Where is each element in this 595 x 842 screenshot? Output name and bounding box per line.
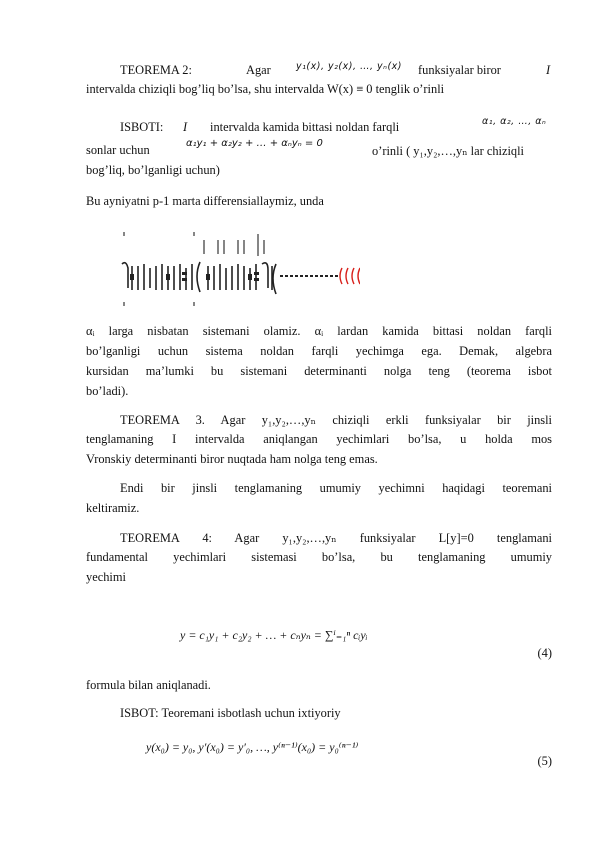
text-line: bo’lganligi uchun sistema noldan farqli yechimga ega. Demak, algebra [86,344,552,358]
text-line: fundamental yechimlari sistemasi bo’lsa, bu tenglamaning umumiy [86,550,552,564]
equation-number-5: (5) [537,754,552,768]
text-line: Endi bir jinsli tenglamaning umumiy yechimni haqidagi teoremani [120,481,552,495]
text-line: ISBOT: Teoremani isbotlash uchun ixtiyoriy [120,706,341,720]
symbol-I: I [183,120,188,134]
theorem-2-label: TEOREMA 2: [120,63,192,77]
text-line: bo’ladi). [86,384,129,398]
proof-label: ISBOTI: [120,120,164,134]
formula-linear-combination: α₁y₁ + α₂y₂ + … + αₙyₙ = 0 [186,138,323,149]
text-line: yechimi [86,570,126,584]
formula-functions: y₁(x), y₂(x), …, yₙ(x) [296,61,402,72]
text-line: keltiramiz. [86,501,140,515]
symbol-I: I [546,63,551,77]
text-sonlar: sonlar uchun [86,143,150,157]
text-line: o’rinli ( y₁,y₂,…,yₙ lar chiziqli [372,144,524,158]
equation-number-4: (4) [537,646,552,660]
theorem-3-line: TEOREMA 3. Agar y₁,y₂,…,yₙ chiziqli erkli funksiyalar bir jinsli [120,413,552,427]
text-line: Bu ayniyatni p-1 marta differensiallaymiz, unda [86,194,324,208]
garbled-equation-system-image [120,226,360,306]
text-line: tenglamaning I intervalda aniqlangan yechimlari bo’lsa, u holda mos [86,432,552,446]
text-line: kursidan ma’lumki bu sistemani determinanti nolga teng (teorema isbot [86,364,552,378]
text-line: formula bilan aniqlanadi. [86,678,211,692]
text-line: Vronskiy determinanti biror nuqtada ham nolga teng emas. [86,452,378,466]
text-line: intervalda chiziqli bog’liq bo’lsa, shu intervalda W(x) ≡ 0 tenglik o’rinli [86,82,445,96]
text-line: intervalda kamida bittasi noldan farqli [210,120,400,134]
theorem-4-line: TEOREMA 4: Agar y₁,y₂,…,yₙ funksiyalar L[y]=0 tenglamani [120,531,552,545]
formula-alphas: α₁, α₂, …, αₙ [482,116,547,127]
text-line: αᵢ larga nisbatan sistemani olamiz. αᵢ lardan kamida bittasi noldan farqli [86,324,552,338]
text-agar: Agar [246,63,271,77]
equation-5: y(x₀) = y₀, y′(x₀) = y′₀, …, y⁽ⁿ⁻¹⁾(x₀) = y₀⁽ⁿ⁻¹⁾ [146,740,359,754]
text-line: bog’liq, bo’lganligi uchun) [86,163,220,177]
equation-4: y = c₁y₁ + c₂y₂ + … + cₙyₙ = ∑ⁱ₌₁ⁿ cᵢyᵢ [180,628,368,642]
text-funksiyalar: funksiyalar biror [418,63,501,77]
